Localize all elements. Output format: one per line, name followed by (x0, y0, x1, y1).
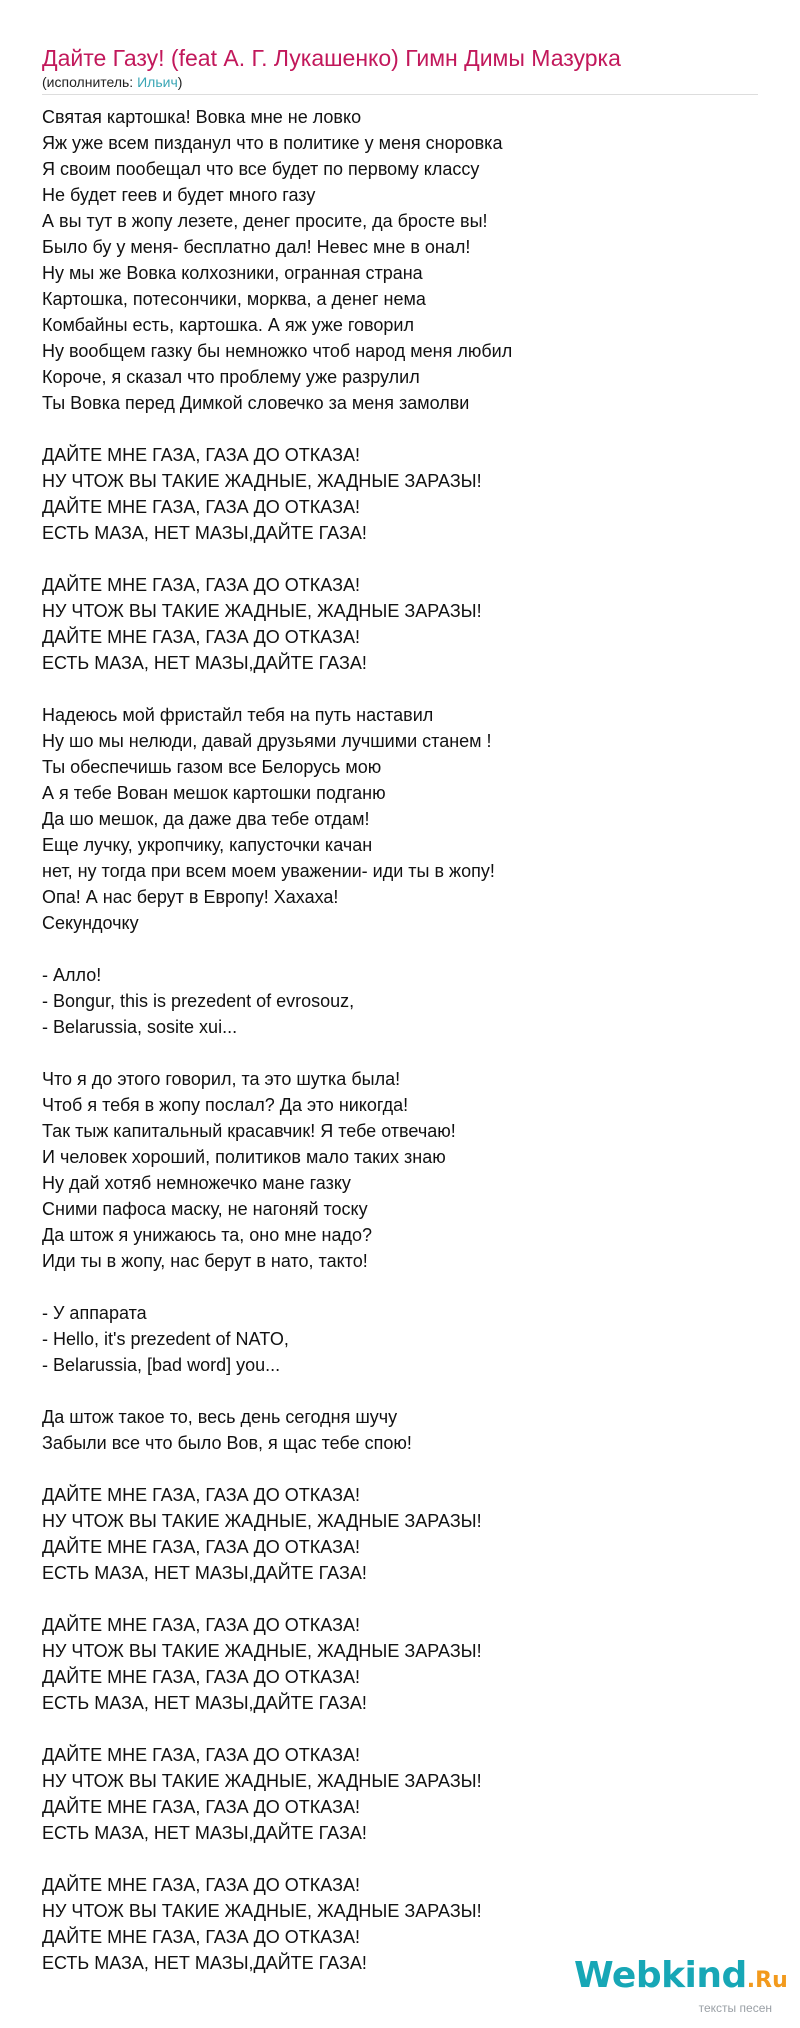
lyrics-line: ДАЙТЕ МНЕ ГАЗА, ГАЗА ДО ОТКАЗА! (42, 627, 360, 647)
lyrics-line: Иди ты в жопу, нас берут в нато, такто! (42, 1251, 368, 1271)
lyrics-line: Комбайны есть, картошка. А яж уже говорил (42, 315, 414, 335)
lyrics-line: - Bongur, this is prezedent of evrosouz, (42, 991, 355, 1011)
lyrics-stanza (42, 1066, 758, 1274)
lyrics-line: НУ ЧТОЖ ВЫ ТАКИЕ ЖАДНЫЕ, ЖАДНЫЕ ЗАРАЗЫ! (42, 1511, 482, 1531)
lyrics-line: Картошка, потесончики, морква, а денег нема (42, 289, 426, 309)
artist-suffix: ) (177, 74, 183, 90)
lyrics-line: И человек хороший, политиков мало таких знаю (42, 1147, 446, 1167)
lyrics-line: ДАЙТЕ МНЕ ГАЗА, ГАЗА ДО ОТКАЗА! (42, 1745, 360, 1765)
lyrics-stanza (42, 572, 758, 676)
lyrics-line: Ну мы же Вовка колхозники, огранная страна (42, 263, 423, 283)
lyrics-line: НУ ЧТОЖ ВЫ ТАКИЕ ЖАДНЫЕ, ЖАДНЫЕ ЗАРАЗЫ! (42, 471, 482, 491)
lyrics-line: - Алло! (42, 965, 102, 985)
lyrics-line: Было бу у меня- бесплатно дал! Невес мне в онал! (42, 237, 471, 257)
lyrics-line: Ну дай хотяб немножечко мане газку (42, 1173, 351, 1193)
lyrics-line: Не будет геев и будет много газу (42, 185, 316, 205)
lyrics-line: Опа! А нас берут в Европу! Хахаха! (42, 887, 339, 907)
lyrics-line: Еще лучку, укропчику, капусточки качан (42, 835, 373, 855)
lyrics-line: - Hello, it's prezedent of NATO, (42, 1329, 289, 1349)
lyrics-line: Сними пафоса маску, не нагоняй тоску (42, 1199, 368, 1219)
lyrics-body (42, 104, 758, 1976)
lyrics-line: Так тыж капитальный красавчик! Я тебе отвечаю! (42, 1121, 456, 1141)
lyrics-line: - Belarussia, sosite xui... (42, 1017, 238, 1037)
site-logo[interactable] (574, 1955, 788, 2015)
lyrics-line: Короче, я сказал что проблему уже разрулил (42, 367, 420, 387)
lyrics-stanza (42, 962, 758, 1040)
lyrics-line: Секундочку (42, 913, 139, 933)
header-divider (42, 94, 758, 95)
lyrics-line: НУ ЧТОЖ ВЫ ТАКИЕ ЖАДНЫЕ, ЖАДНЫЕ ЗАРАЗЫ! (42, 1901, 482, 1921)
lyrics-line: ДАЙТЕ МНЕ ГАЗА, ГАЗА ДО ОТКАЗА! (42, 497, 360, 517)
lyrics-line: ДАЙТЕ МНЕ ГАЗА, ГАЗА ДО ОТКАЗА! (42, 575, 360, 595)
lyrics-line: ЕСТЬ МАЗА, НЕТ МАЗЫ,ДАЙТЕ ГАЗА! (42, 1953, 367, 1973)
lyrics-stanza (42, 1482, 758, 1586)
lyrics-line: Надеюсь мой фристайл тебя на путь наставил (42, 705, 434, 725)
lyrics-line: ЕСТЬ МАЗА, НЕТ МАЗЫ,ДАЙТЕ ГАЗА! (42, 653, 367, 673)
lyrics-line: - У аппарата (42, 1303, 147, 1323)
lyrics-line: Да штож я унижаюсь та, оно мне надо? (42, 1225, 373, 1245)
logo-wordmark (574, 1955, 788, 2001)
lyrics-line: Ну шо мы нелюди, давай друзьями лучшими станем ! (42, 731, 492, 751)
lyrics-line: Да шо мешок, да даже два тебе отдам! (42, 809, 370, 829)
logo-tld: .Ru (746, 1968, 788, 1993)
artist-link[interactable]: Ильич (137, 74, 178, 90)
lyrics-line: ДАЙТЕ МНЕ ГАЗА, ГАЗА ДО ОТКАЗА! (42, 1485, 360, 1505)
lyrics-line: ДАЙТЕ МНЕ ГАЗА, ГАЗА ДО ОТКАЗА! (42, 445, 360, 465)
lyrics-line: Ну вообщем газку бы немножко чтоб народ меня любил (42, 341, 513, 361)
logo-brand: Webkind (574, 1955, 747, 1996)
lyrics-line: ЕСТЬ МАЗА, НЕТ МАЗЫ,ДАЙТЕ ГАЗА! (42, 1823, 367, 1843)
lyrics-stanza (42, 1404, 758, 1456)
lyrics-line: ЕСТЬ МАЗА, НЕТ МАЗЫ,ДАЙТЕ ГАЗА! (42, 1693, 367, 1713)
lyrics-line: Яж уже всем пизданул что в политике у меня сноровка (42, 133, 503, 153)
lyrics-stanza (42, 1612, 758, 1716)
lyrics-line: ДАЙТЕ МНЕ ГАЗА, ГАЗА ДО ОТКАЗА! (42, 1667, 360, 1687)
lyrics-line: НУ ЧТОЖ ВЫ ТАКИЕ ЖАДНЫЕ, ЖАДНЫЕ ЗАРАЗЫ! (42, 1771, 482, 1791)
lyrics-line: Святая картошка! Вовка мне не ловко (42, 107, 362, 127)
lyrics-line: ЕСТЬ МАЗА, НЕТ МАЗЫ,ДАЙТЕ ГАЗА! (42, 523, 367, 543)
lyrics-line: Чтоб я тебя в жопу послал? Да это никогда! (42, 1095, 409, 1115)
lyrics-line: Забыли все что было Вов, я щас тебе спою! (42, 1433, 412, 1453)
logo-tagline: тексты песен (698, 2001, 772, 2015)
lyrics-line: Я своим пообещал что все будет по первому классу (42, 159, 480, 179)
lyrics-line: ЕСТЬ МАЗА, НЕТ МАЗЫ,ДАЙТЕ ГАЗА! (42, 1563, 367, 1583)
song-title: Дайте Газу! (feat А. Г. Лукашенко) Гимн Димы Мазурка (42, 45, 621, 71)
lyrics-line: НУ ЧТОЖ ВЫ ТАКИЕ ЖАДНЫЕ, ЖАДНЫЕ ЗАРАЗЫ! (42, 601, 482, 621)
lyrics-stanza (42, 702, 758, 936)
lyrics-line: А я тебе Вован мешок картошки подганю (42, 783, 386, 803)
lyrics-line: НУ ЧТОЖ ВЫ ТАКИЕ ЖАДНЫЕ, ЖАДНЫЕ ЗАРАЗЫ! (42, 1641, 482, 1661)
lyrics-stanza (42, 442, 758, 546)
lyrics-line: Ты Вовка перед Димкой словечко за меня замолви (42, 393, 470, 413)
lyrics-stanza (42, 1742, 758, 1846)
lyrics-stanza (42, 1300, 758, 1378)
lyrics-line: Ты обеспечишь газом все Белорусь мою (42, 757, 382, 777)
lyrics-line: ДАЙТЕ МНЕ ГАЗА, ГАЗА ДО ОТКАЗА! (42, 1797, 360, 1817)
lyrics-line: ДАЙТЕ МНЕ ГАЗА, ГАЗА ДО ОТКАЗА! (42, 1875, 360, 1895)
artist-prefix: (исполнитель: (42, 74, 138, 90)
lyrics-line: ДАЙТЕ МНЕ ГАЗА, ГАЗА ДО ОТКАЗА! (42, 1537, 360, 1557)
lyrics-line: А вы тут в жопу лезете, денег просите, да бросте вы! (42, 211, 488, 231)
lyrics-line: ДАЙТЕ МНЕ ГАЗА, ГАЗА ДО ОТКАЗА! (42, 1615, 360, 1635)
artist-line (42, 73, 182, 91)
lyrics-line: Что я до этого говорил, та это шутка была! (42, 1069, 401, 1089)
lyrics-line: ДАЙТЕ МНЕ ГАЗА, ГАЗА ДО ОТКАЗА! (42, 1927, 360, 1947)
lyrics-line: нет, ну тогда при всем моем уважении- иди ты в жопу! (42, 861, 495, 881)
lyrics-line: Да штож такое то, весь день сегодня шучу (42, 1407, 398, 1427)
lyrics-line: - Belarussia, [bad word] you... (42, 1355, 281, 1375)
lyrics-stanza (42, 104, 758, 416)
